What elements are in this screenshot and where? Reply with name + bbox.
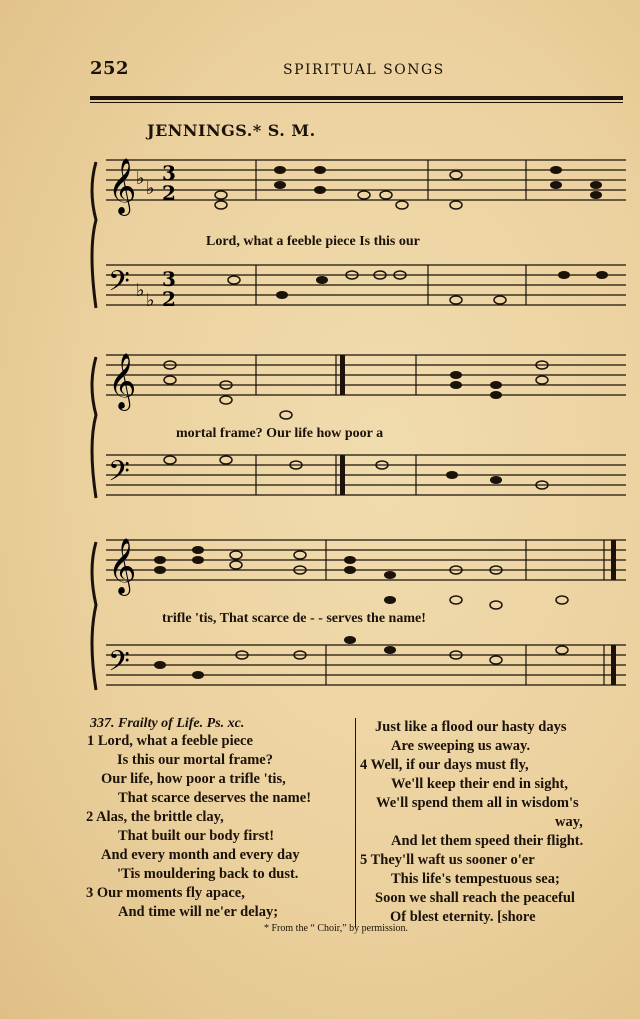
hymn-text-left	[86, 716, 312, 922]
lyric-line-3: trifle 'tis, That scarce de - - serves the name!	[162, 611, 426, 626]
hymn-line: And every month and every day	[101, 847, 300, 863]
hymn-heading: 337. Frailty of Life. Ps. xc.	[90, 716, 245, 731]
music-system-1	[86, 150, 630, 325]
page-number: 252	[90, 58, 130, 79]
hymn-line: 1 Lord, what a feeble piece	[87, 733, 253, 749]
svg-text:2: 2	[162, 287, 176, 311]
header-rule	[90, 96, 623, 100]
hymn-line: This life's tempestuous sea;	[391, 871, 560, 887]
lyric-line-2: mortal frame? Our life how poor a	[176, 426, 384, 441]
svg-text:♭: ♭	[136, 168, 145, 189]
svg-text:𝄞: 𝄞	[108, 353, 137, 409]
svg-text:3: 3	[162, 267, 176, 291]
lyric-line-1: Lord, what a feeble piece Is this our	[206, 234, 420, 249]
music-system-2	[86, 345, 630, 520]
svg-text:𝄞: 𝄞	[108, 158, 137, 214]
svg-text:♭: ♭	[146, 290, 155, 311]
hymn-line: Are sweeping us away.	[391, 738, 531, 754]
hymn-line: 4 Well, if our days must fly,	[360, 757, 529, 773]
hymn-line: Our life, how poor a trifle 'tis,	[101, 771, 286, 787]
hymn-line: And time will ne'er delay;	[118, 904, 279, 920]
hymn-line: That scarce deserves the name!	[118, 790, 312, 806]
svg-text:♭: ♭	[146, 178, 155, 199]
hymn-line: Just like a flood our hasty days	[375, 719, 567, 735]
svg-text:3: 3	[162, 161, 176, 185]
hymn-line: And let them speed their flight.	[391, 833, 584, 849]
svg-text:♭: ♭	[136, 280, 145, 301]
hymn-line: 3 Our moments fly apace,	[86, 885, 245, 901]
svg-text:𝄢: 𝄢	[108, 455, 130, 495]
hymn-line: 2 Alas, the brittle clay,	[86, 809, 224, 825]
hymn-line: Soon we shall reach the peaceful	[375, 890, 575, 906]
svg-text:2: 2	[162, 181, 176, 205]
hymn-line: That built our body first!	[118, 828, 275, 844]
hymn-line: Is this our mortal frame?	[117, 752, 273, 768]
svg-text:𝄢: 𝄢	[108, 645, 130, 685]
footnote: * From the “ Choir,” by permission.	[264, 923, 409, 934]
hymn-line: We'll spend them all in wisdom's	[376, 795, 579, 811]
hymn-line: Of blest eternity. [shore	[390, 909, 536, 925]
column-divider	[355, 718, 356, 928]
hymn-line: 5 They'll waft us sooner o'er	[360, 852, 535, 868]
hymn-line: way,	[555, 814, 583, 830]
header-rule-thin	[90, 102, 623, 103]
hymn-line: We'll keep their end in sight,	[391, 776, 568, 792]
music-system-3	[86, 530, 630, 710]
svg-text:𝄢: 𝄢	[108, 265, 130, 305]
tune-title: JENNINGS.* S. M.	[147, 121, 316, 140]
hymn-text-right	[360, 718, 584, 927]
running-head: SPIRITUAL SONGS	[283, 62, 445, 78]
svg-text:𝄞: 𝄞	[108, 538, 137, 594]
hymn-line: 'Tis mouldering back to dust.	[117, 866, 299, 882]
